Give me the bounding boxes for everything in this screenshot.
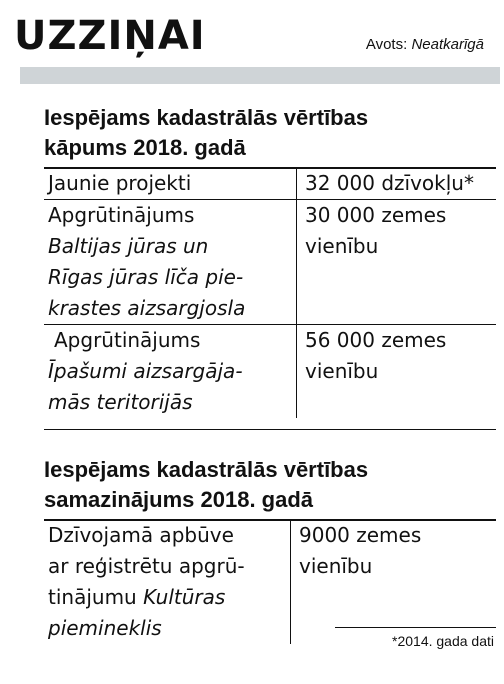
row-value: 30 000 zemes — [305, 203, 447, 227]
row-value: 9000 zemes — [299, 523, 422, 547]
row-value: vienību — [305, 234, 379, 258]
section1-table — [44, 168, 496, 418]
section2-title-line2: samazinājums 2018. gadā — [44, 487, 314, 512]
row-value-cell — [297, 200, 497, 325]
row-value: vienību — [305, 359, 379, 383]
row-label-cell — [44, 325, 297, 419]
row-label: Jaunie projekti — [44, 168, 297, 200]
row-sublabel: piemineklis — [48, 616, 162, 640]
section-brand-title: UZZIŅAI — [14, 13, 206, 59]
row-label-cell — [44, 520, 291, 644]
source-name: Neatkarīgā — [411, 36, 484, 53]
row-label: tinājumu — [48, 585, 144, 609]
footnote-rule — [335, 627, 496, 628]
section1-bottom-rule — [44, 429, 496, 430]
table-row — [44, 520, 496, 644]
row-label: ar reģistrētu apgrū- — [48, 554, 245, 578]
section2-title — [44, 455, 484, 515]
row-sublabel: Kultūras — [143, 585, 226, 609]
row-label: Apgrūtinājums — [48, 203, 195, 227]
footnote: *2014. gada dati — [392, 633, 494, 649]
row-value: vienību — [299, 554, 373, 578]
row-sublabel: Baltijas jūras un — [48, 234, 209, 258]
row-label-cell — [44, 200, 297, 325]
source-label: Avots: — [365, 36, 408, 53]
row-sublabel: Īpašumi aizsargāja- — [48, 359, 243, 383]
row-sublabel: mās teritorijās — [48, 390, 193, 414]
section1-title — [44, 103, 484, 163]
section1-title-line1: Iespējams kadastrālās vērtības — [44, 105, 369, 130]
row-value: 32 000 dzīvokļu* — [305, 171, 474, 195]
row-value-cell — [291, 520, 497, 644]
table-row — [44, 200, 496, 325]
row-label: Apgrūtinājums — [54, 328, 201, 352]
row-sublabel: krastes aizsargjosla — [48, 296, 246, 320]
source-credit — [366, 36, 484, 53]
row-label-line — [48, 582, 286, 613]
row-label: Dzīvojamā apbūve — [48, 523, 234, 547]
section2-table — [44, 520, 496, 644]
header-divider-bar — [20, 67, 500, 84]
header — [0, 0, 504, 66]
row-value: 56 000 zemes — [305, 328, 447, 352]
table-row — [44, 168, 496, 200]
section1-title-line2: kāpums 2018. gadā — [44, 135, 246, 160]
row-value-cell — [297, 325, 497, 419]
table-row — [44, 325, 496, 419]
section2-title-line1: Iespējams kadastrālās vērtības — [44, 457, 369, 482]
row-sublabel: Rīgas jūras līča pie- — [48, 265, 244, 289]
